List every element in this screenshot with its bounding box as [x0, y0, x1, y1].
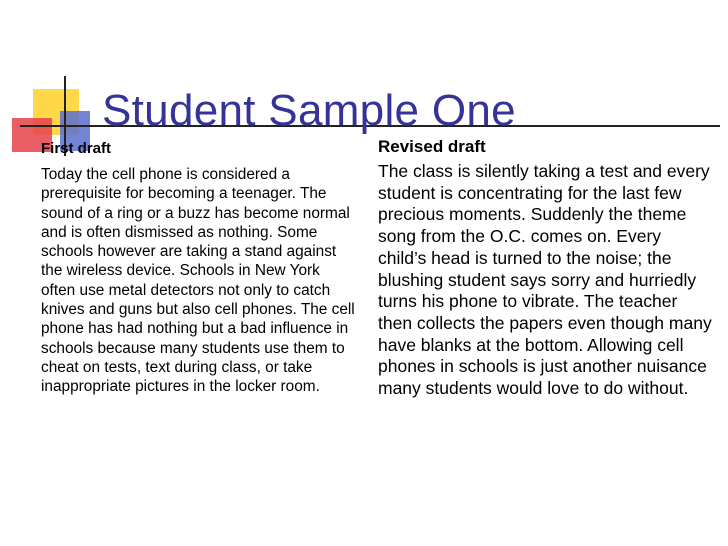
first-draft-text: Today the cell phone is considered a prerequisite for becoming a teenager. The sound of a ring or a buzz has become normal and is often dismissed as nothing. Some schools however are taking a stand against the wireless device. Schools in New York often use metal detectors not only to catch knives and guns but also cell phones. The cell phone has had nothing but a bad influence in schools because many students use them to cheat on tests, text during class, or take inappropriate pictures in the locker room.	[41, 166, 355, 396]
revised-draft-text: The class is silently taking a test and every student is concentrating for the last few precious moments. Suddenly the theme song from the O.C. comes on. Every child’s head is turned to the noise; the blushing student says sorry and hurriedly turns his phone to vibrate. The teacher then collects the papers even though many have blanks at the bottom. Allowing cell phones in schools is just another nuisance many students would love to do without.	[378, 161, 712, 399]
revised-draft-heading: Revised draft	[378, 137, 486, 156]
revised-draft-column	[378, 137, 713, 400]
first-draft-column	[41, 140, 356, 397]
first-draft-heading: First draft	[41, 140, 112, 157]
slide-title: Student Sample One	[102, 86, 516, 135]
